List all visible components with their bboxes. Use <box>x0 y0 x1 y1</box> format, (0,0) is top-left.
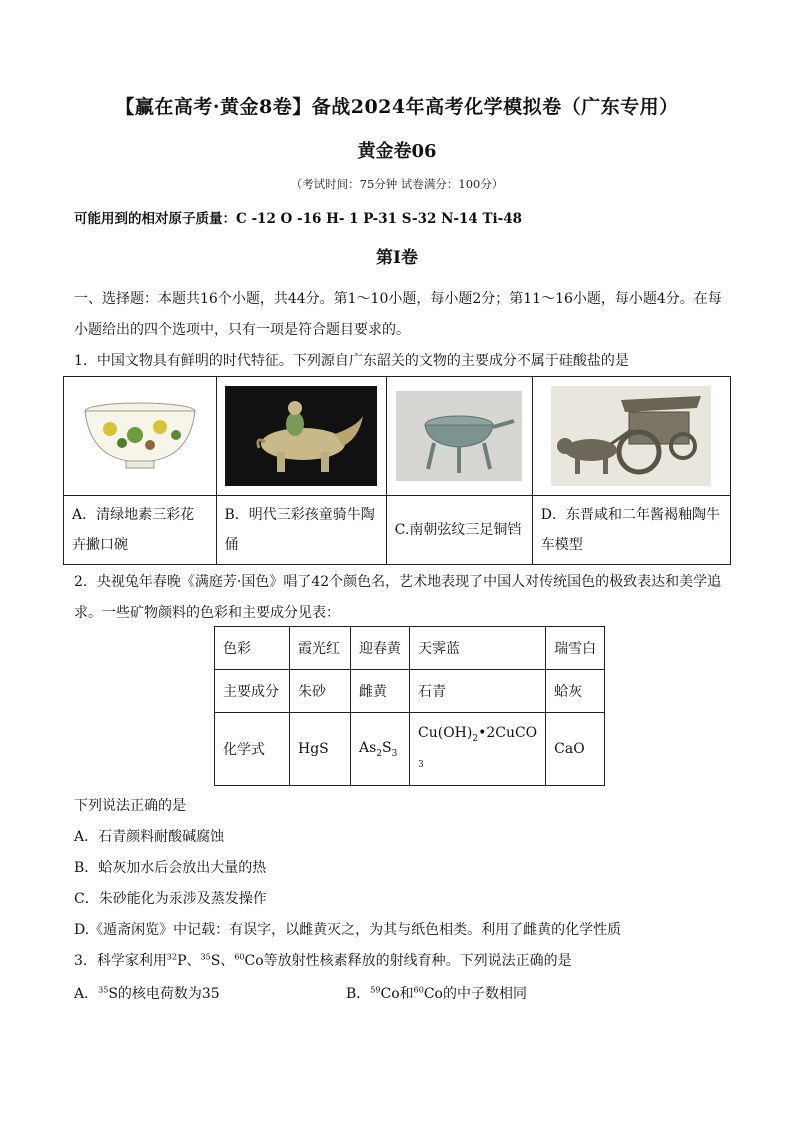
option-b-label: B．明代三彩孩童骑牛陶俑 <box>216 496 386 565</box>
cell-color-3: 天霁蓝 <box>410 627 546 670</box>
cell-color-2: 迎春黄 <box>351 627 410 670</box>
q3-sup-60: 60 <box>234 952 245 962</box>
question-3-stem <box>74 950 572 970</box>
option-c-image <box>386 377 532 496</box>
formula-cu-a: Cu(OH) <box>418 725 473 742</box>
cell-component-2: 雌黄 <box>351 670 410 713</box>
cell-formula-as2s3 <box>351 713 410 786</box>
q3-a-sup: 35 <box>98 985 109 995</box>
cell-header-color: 色彩 <box>215 627 290 670</box>
cell-color-4: 瑞雪白 <box>546 627 605 670</box>
question-2-option-b: B．蛤灰加水后会放出大量的热 <box>74 860 267 876</box>
question-1-stem: 1．中国文物具有鲜明的时代特征。下列源自广东韶关的文物的主要成分不属于硅酸盐的是 <box>74 353 629 369</box>
cell-formula-cao: CaO <box>546 713 605 786</box>
cell-formula-hgs: HgS <box>290 713 351 786</box>
cell-component-3: 石青 <box>410 670 546 713</box>
instructions: 一、选择题：本题共16个小题，共44分。第1～10小题，每小题2分；第11～16小题，每小题4分。在每小题给出的四个选项中，只有一项是符合题目要求的。 <box>74 291 722 338</box>
cell-component-4: 蛤灰 <box>546 670 605 713</box>
question-2-option-a: A．石青颜料耐酸碱腐蚀 <box>74 829 225 845</box>
cell-component-1: 朱砂 <box>290 670 351 713</box>
cell-color-1: 霞光红 <box>290 627 351 670</box>
question-2-option-d: D.《遁斋闲览》中记载：有误字，以雌黄灭之，为其与纸色相类。利用了雌黄的化学性质 <box>74 922 622 938</box>
option-c-label: C.南朝弦纹三足铜铛 <box>386 496 532 565</box>
formula-as-sub: 2 <box>376 748 383 759</box>
cell-header-formula: 化学式 <box>215 713 290 786</box>
formula-s: S <box>382 739 392 756</box>
q3-b-sup-60: 60 <box>413 985 424 995</box>
q3-s: S、 <box>210 953 235 969</box>
formula-s-sub: 3 <box>391 748 398 759</box>
question-2-stem: 2．央视兔年春晚《满庭芳·国色》唱了42个颜色名，艺术地表现了中国人对传统国色的极致表达和美学追求。一些矿物颜料的色彩和主要成分见表： <box>74 574 722 621</box>
q3-p: P、 <box>177 953 201 969</box>
question-2-prompt: 下列说法正确的是 <box>74 798 186 814</box>
option-d-label: D．东晋咸和二年酱褐釉陶牛车模型 <box>532 496 730 565</box>
question-3-option-a <box>74 983 220 1003</box>
option-b-image <box>216 377 386 496</box>
option-a-image <box>64 377 217 496</box>
formula-cu-b: •2CuCO <box>478 725 538 742</box>
ceramic-ox-figurine-icon <box>225 386 377 486</box>
formula-cu-tail: 3 <box>418 759 424 770</box>
q3-b-sup-59: 59 <box>370 985 381 995</box>
section-title: 第I卷 <box>376 248 418 268</box>
option-a-label: A．清绿地素三彩花卉撇口碗 <box>64 496 217 565</box>
q3-sup-35: 35 <box>200 952 211 962</box>
q3-b-prefix: B． <box>346 986 371 1002</box>
question-2-option-c: C．朱砂能化为汞涉及蒸发操作 <box>74 891 267 907</box>
pigment-table <box>214 626 605 786</box>
formula-as: As <box>359 739 377 756</box>
cell-formula-azurite <box>410 713 546 786</box>
question-1-options-table <box>63 376 731 565</box>
q3-a-prefix: A． <box>74 986 99 1002</box>
q3-stem-a: 3．科学家利用 <box>74 953 167 969</box>
question-3-option-b <box>346 983 527 1003</box>
q3-b-text-a: Co和 <box>380 986 414 1002</box>
q3-sup-32: 32 <box>166 952 178 962</box>
option-d-image <box>532 377 730 496</box>
page-subtitle: 黄金卷06 <box>357 141 437 162</box>
exam-meta: （考试时间：75分钟 试卷满分：100分） <box>290 177 504 191</box>
atomic-masses: 可能用到的相对原子质量：C -12 O -16 H- 1 P-31 S-32 N-14 Ti-48 <box>74 211 523 227</box>
q3-a-text: S的核电荷数为35 <box>108 986 220 1002</box>
pottery-ox-cart-icon <box>551 386 711 486</box>
page-title: 【赢在高考·黄金8卷】备战2024年高考化学模拟卷（广东专用） <box>115 96 679 118</box>
cell-header-component: 主要成分 <box>215 670 290 713</box>
q3-b-text-b: Co的中子数相同 <box>423 986 527 1002</box>
q3-stem-b: Co等放射性核素释放的射线育种。下列说法正确的是 <box>244 953 572 969</box>
porcelain-bowl-icon <box>80 397 200 475</box>
formula-cu-sub: 2 <box>472 733 479 744</box>
bronze-tripod-icon <box>396 391 522 481</box>
